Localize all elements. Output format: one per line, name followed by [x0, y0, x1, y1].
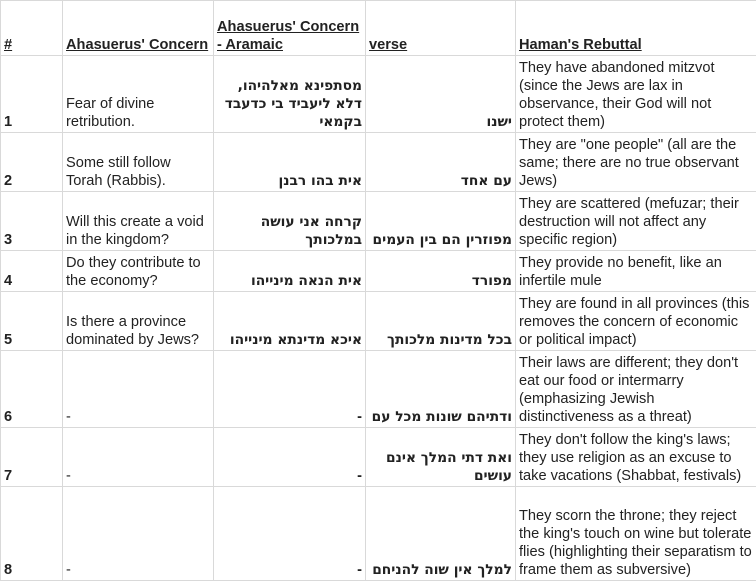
rebuttal-cell[interactable]: They scorn the throne; they reject the king's touch on wine but tolerate flies (highlighting their separatism to frame them as subversive)	[516, 487, 756, 581]
aramaic-cell[interactable]: -	[214, 428, 366, 487]
verse-cell[interactable]: למלך אין שוה להניחם	[366, 487, 516, 581]
concern-cell[interactable]: -	[63, 428, 214, 487]
table-row	[1, 192, 756, 251]
verse-cell[interactable]: ואת דתי המלך אינם עושים	[366, 428, 516, 487]
header-verse-cell[interactable]: verse	[366, 1, 516, 56]
aramaic-cell[interactable]: קרחה אני עושה במלכותך	[214, 192, 366, 251]
row-number-cell[interactable]: 4	[1, 251, 63, 292]
row-number-cell[interactable]: 3	[1, 192, 63, 251]
aramaic-cell[interactable]: -	[214, 351, 366, 428]
concern-cell[interactable]: -	[63, 351, 214, 428]
table-row	[1, 487, 756, 581]
concern-cell[interactable]: Will this create a void in the kingdom?	[63, 192, 214, 251]
row-number-cell[interactable]: 2	[1, 133, 63, 192]
aramaic-cell[interactable]: איכא מדינתא מינייהו	[214, 292, 366, 351]
verse-cell[interactable]: ודתיהם שונות מכל עם	[366, 351, 516, 428]
concern-cell[interactable]: Fear of divine retribution.	[63, 56, 214, 133]
table-row	[1, 133, 756, 192]
rebuttal-cell[interactable]: They don't follow the king's laws; they use religion as an excuse to take vacations (Shabbat, festivals)	[516, 428, 756, 487]
header-num-cell[interactable]: #	[1, 1, 63, 56]
verse-cell[interactable]: מפוזרין הם בין העמים	[366, 192, 516, 251]
aramaic-cell[interactable]: אית הנאה מינייהו	[214, 251, 366, 292]
concern-cell[interactable]: -	[63, 487, 214, 581]
row-number-cell[interactable]: 1	[1, 56, 63, 133]
verse-cell[interactable]: ישנו	[366, 56, 516, 133]
row-number-cell[interactable]: 7	[1, 428, 63, 487]
concern-cell[interactable]: Do they contribute to the economy?	[63, 251, 214, 292]
rebuttal-cell[interactable]: They have abandoned mitzvot (since the Jews are lax in observance, their God will not protect them)	[516, 56, 756, 133]
aramaic-cell[interactable]: -	[214, 487, 366, 581]
rebuttal-cell[interactable]: They are found in all provinces (this removes the concern of economic or political impact)	[516, 292, 756, 351]
header-aramaic-cell[interactable]: Ahasuerus' Concern - Aramaic	[214, 1, 366, 56]
header-concern-cell[interactable]: Ahasuerus' Concern	[63, 1, 214, 56]
table-row	[1, 251, 756, 292]
header-row	[1, 1, 756, 56]
rebuttal-cell[interactable]: They are "one people" (all are the same; there are no true observant Jews)	[516, 133, 756, 192]
aramaic-cell[interactable]: מסתפינא מאלהיהו, דלא ליעביד בי כדעבד בקמאי	[214, 56, 366, 133]
row-number-cell[interactable]: 5	[1, 292, 63, 351]
table-row	[1, 351, 756, 428]
verse-cell[interactable]: עם אחד	[366, 133, 516, 192]
concern-cell[interactable]: Some still follow Torah (Rabbis).	[63, 133, 214, 192]
table-row	[1, 56, 756, 133]
verse-cell[interactable]: בכל מדינות מלכותך	[366, 292, 516, 351]
row-number-cell[interactable]: 6	[1, 351, 63, 428]
verse-cell[interactable]: מפורד	[366, 251, 516, 292]
header-rebuttal-cell[interactable]: Haman's Rebuttal	[516, 1, 756, 56]
row-number-cell[interactable]: 8	[1, 487, 63, 581]
table-row	[1, 292, 756, 351]
rebuttal-cell[interactable]: Their laws are different; they don't eat our food or intermarry (emphasizing Jewish distinctiveness as a threat)	[516, 351, 756, 428]
rebuttal-cell[interactable]: They are scattered (mefuzar; their destruction will not affect any specific region)	[516, 192, 756, 251]
concern-cell[interactable]: Is there a province dominated by Jews?	[63, 292, 214, 351]
rebuttal-cell[interactable]: They provide no benefit, like an infertile mule	[516, 251, 756, 292]
aramaic-cell[interactable]: אית בהו רבנן	[214, 133, 366, 192]
table-row	[1, 428, 756, 487]
